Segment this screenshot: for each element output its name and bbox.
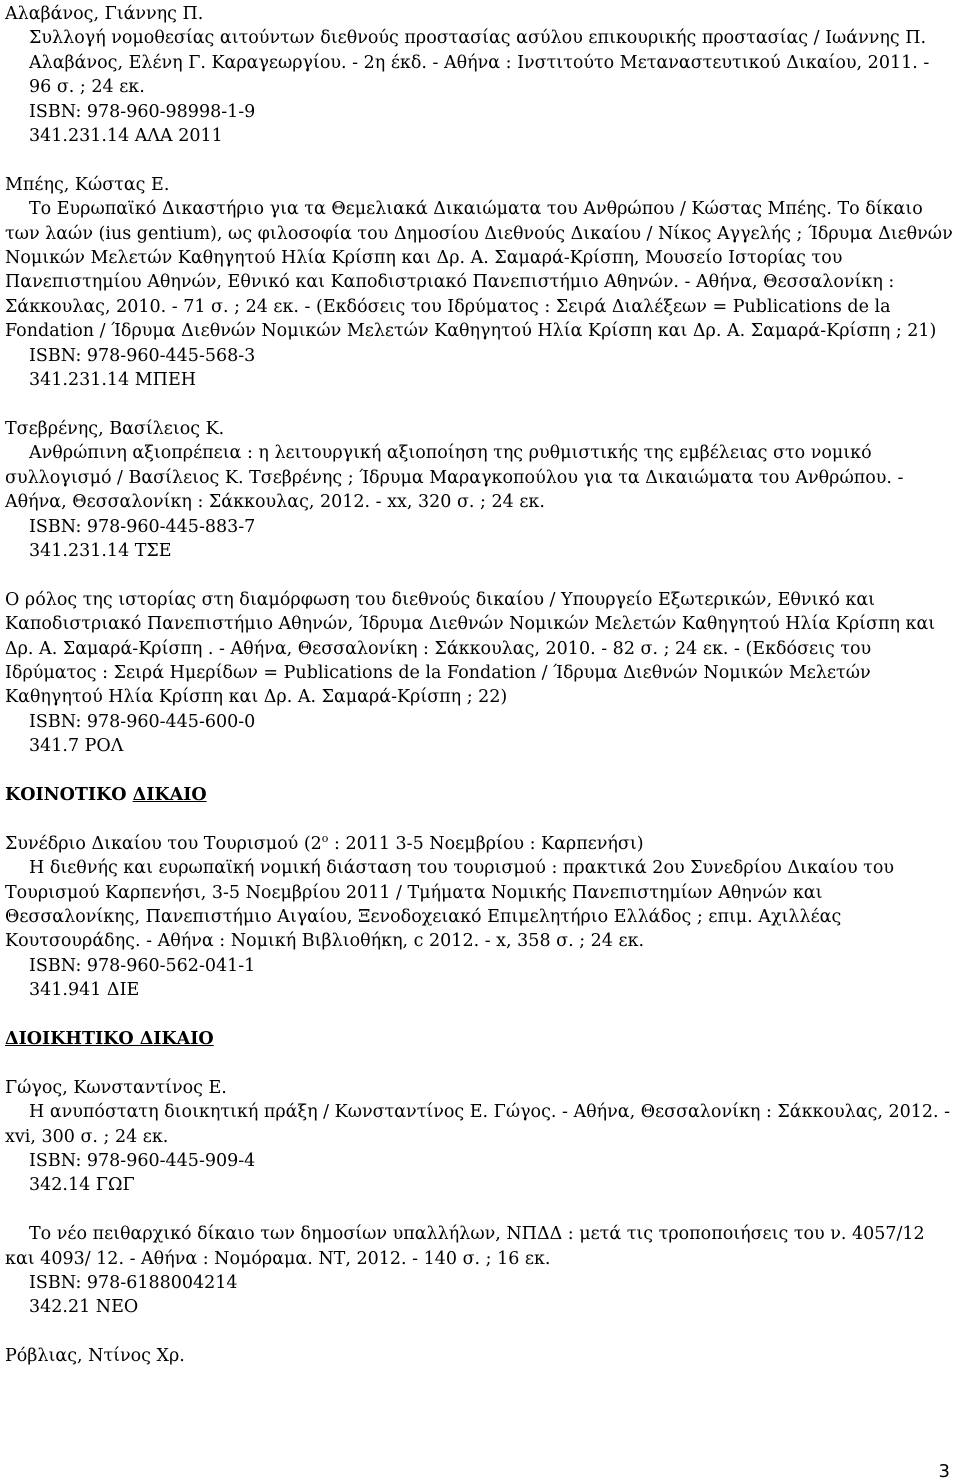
author-text: Συνέδριο Δικαίου του Τουρισμού (2 <box>5 833 322 854</box>
page-number: 3 <box>938 1460 950 1482</box>
entry-description: Συλλογή νομοθεσίας αιτούντων διεθνούς προστασίας ασύλου επικουρικής προστασίας / Ιωάννης Π. Αλαβάνος, Ελένη Γ. Καραγεωργίου. - 2η έκδ. - Αθήνα : Ινστιτούτο Μεταναστευτικού Δικαίου, 2011. - 96 σ. ; 24 εκ. <box>29 28 930 98</box>
entry-isbn: ISBN: 978-960-98998-1-9 <box>29 101 256 122</box>
entry-isbn: ISBN: 978-960-445-568-3 <box>29 345 256 366</box>
section-title-part: ΚΟΙΝΟΤΙΚΟ <box>5 784 133 805</box>
entry-isbn: ISBN: 978-960-562-041-1 <box>29 955 256 976</box>
entry-author: Ρόβλιας, Ντίνος Χρ. <box>5 1346 185 1367</box>
entry-classification: 342.14 ΓΩΓ <box>29 1175 135 1196</box>
section-heading <box>5 1027 953 1051</box>
entry-isbn: ISBN: 978-960-445-909-4 <box>29 1150 256 1171</box>
entry-classification: 341.231.14 ΜΠΕΗ <box>29 370 196 391</box>
entry-description: Το νέο πειθαρχικό δίκαιο των δημοσίων υπαλλήλων, ΝΠΔΔ : μετά τις τροποποιήσεις του ν. 4057/12 και 4093/ 12. - Αθήνα : Νομόραμα. ΝΤ, 2012. - 140 σ. ; 16 εκ. <box>5 1224 925 1269</box>
section-title-administrative-law: ΔΙΟΙΚΗΤΙΚΟ ΔΙΚΑΙΟ <box>5 1028 214 1049</box>
catalog-entry <box>5 832 953 1003</box>
entry-author <box>5 832 953 856</box>
entry-description: Ανθρώπινη αξιοπρέπεια : η λειτουργική αξιοποίηση της ρυθμιστικής της εμβέλειας στο νομικό συλλογισμό / Βασίλειος Κ. Τσεβρένης ; Ίδρυμα Μαραγκοπούλου για τα Δικαιώματα του Ανθρώπου. - Αθήνα, Θεσσαλονίκη : Σάκκουλας, 2012. - xx, 320 σ. ; 24 εκ. <box>5 443 904 513</box>
entry-description: Το Ευρωπαϊκό Δικαστήριο για τα Θεμελιακά Δικαιώματα του Ανθρώπου / Κώστας Μπέης. Το δίκαιο των λαών (ius gentium), ως φιλοσοφία του Δημοσίου Διεθνούς Δικαίου / Νίκος Αγγελής ; Ίδρυμα Διεθνών Νομικών Μελετών Καθηγητού Ηλία Κρίσπη και Δρ. Α. Σαμαρά-Κρίσπη, Μουσείο Ιστορίας του Πανεπιστημίου Αθηνών, Εθνικό και Καποδιστριακό Πανεπιστήμιο Αθηνών. - Αθήνα, Θεσσαλονίκη : Σάκκουλας, 2010. - 71 σ. ; 24 εκ. - (Εκδόσεις του Ιδρύματος : Σειρά Διαλέξεων = Publications de la Fondation / Ίδρυμα Διεθνών Νομικών Μελετών Καθηγητού Ηλία Κρίσπη και Δρ. Α. Σαμαρά-Κρίσπη ; 21) <box>5 199 953 342</box>
catalog-entry <box>5 173 953 393</box>
entry-description: Η διεθνής και ευρωπαϊκή νομική διάσταση του τουρισμού : πρακτικά 2ου Συνεδρίου Δικαίου του Τουρισμού Καρπενήσι, 3-5 Νοεμβρίου 2011 / Τμήματα Νομικής Πανεπιστημίων Αθηνών και Θεσσαλονίκης, Πανεπιστήμιο Αιγαίου, Ξενοδοχειακό Επιμελητήριο Ελλάδος ; επιμ. Αχιλλέας Κουτσουράδης. - Αθήνα : Νομική Βιβλιοθήκη, c 2012. - x, 358 σ. ; 24 εκ. <box>5 858 895 952</box>
entry-classification: 341.7 ΡΟΛ <box>29 736 124 757</box>
entry-author: Γώγος, Κωνσταντίνος Ε. <box>5 1077 227 1098</box>
entry-author: Αλαβάνος, Γιάννης Π. <box>5 4 204 24</box>
catalog-entry <box>5 1344 953 1368</box>
entry-classification: 341.231.14 ΑΛΑ 2011 <box>29 126 223 147</box>
author-superscript: ο <box>321 831 329 845</box>
entry-description: Ο ρόλος της ιστορίας στη διαμόρφωση του διεθνούς δικαίου / Υπουργείο Εξωτερικών, Εθνικό και Καποδιστριακό Πανεπιστήμιο Αθηνών, Ίδρυμα Διεθνών Νομικών Μελετών Καθηγητού Ηλία Κρίσπη και Δρ. Α. Σαμαρά-Κρίσπη . - Αθήνα, Θεσσαλονίκη : Σάκκουλας, 2010. - 82 σ. ; 24 εκ. - (Εκδόσεις του Ιδρύματος : Σειρά Ημερίδων = Publications de la Fondation / Ίδρυμα Διεθνών Νομικών Μελετών Καθηγητού Ηλία Κρίσπη και Δρ. Α. Σαμαρά-Κρίσπη ; 22) <box>5 589 936 708</box>
entry-classification: 342.21 ΝΕΟ <box>29 1297 139 1318</box>
section-heading <box>5 783 953 807</box>
section-title-community-law <box>5 783 953 807</box>
entry-author: Τσεβρένης, Βασίλειος Κ. <box>5 418 225 439</box>
entry-author: Μπέης, Κώστας Ε. <box>5 174 170 195</box>
document-page <box>5 2 953 1369</box>
catalog-entry <box>5 2 953 148</box>
catalog-entry <box>5 588 953 759</box>
entry-classification: 341.941 ΔΙΕ <box>29 980 140 1001</box>
section-title-part: ΔΙΚΑΙΟ <box>132 784 207 805</box>
catalog-entry <box>5 1076 953 1198</box>
entry-isbn: ISBN: 978-960-445-883-7 <box>29 516 256 537</box>
catalog-entry <box>5 417 953 563</box>
entry-isbn: ISBN: 978-960-445-600-0 <box>29 711 256 732</box>
entry-isbn: ISBN: 978-6188004214 <box>29 1273 238 1293</box>
author-text: : 2011 3-5 Νοεμβρίου : Καρπενήσι) <box>328 833 644 854</box>
entry-classification: 341.231.14 ΤΣΕ <box>29 540 172 561</box>
entry-description: Η ανυπόστατη διοικητική πράξη / Κωνσταντίνος Ε. Γώγος. - Αθήνα, Θεσσαλονίκη : Σάκκουλας, 2012. - xvi, 300 σ. ; 24 εκ. <box>5 1102 951 1147</box>
catalog-entry <box>5 1222 953 1320</box>
